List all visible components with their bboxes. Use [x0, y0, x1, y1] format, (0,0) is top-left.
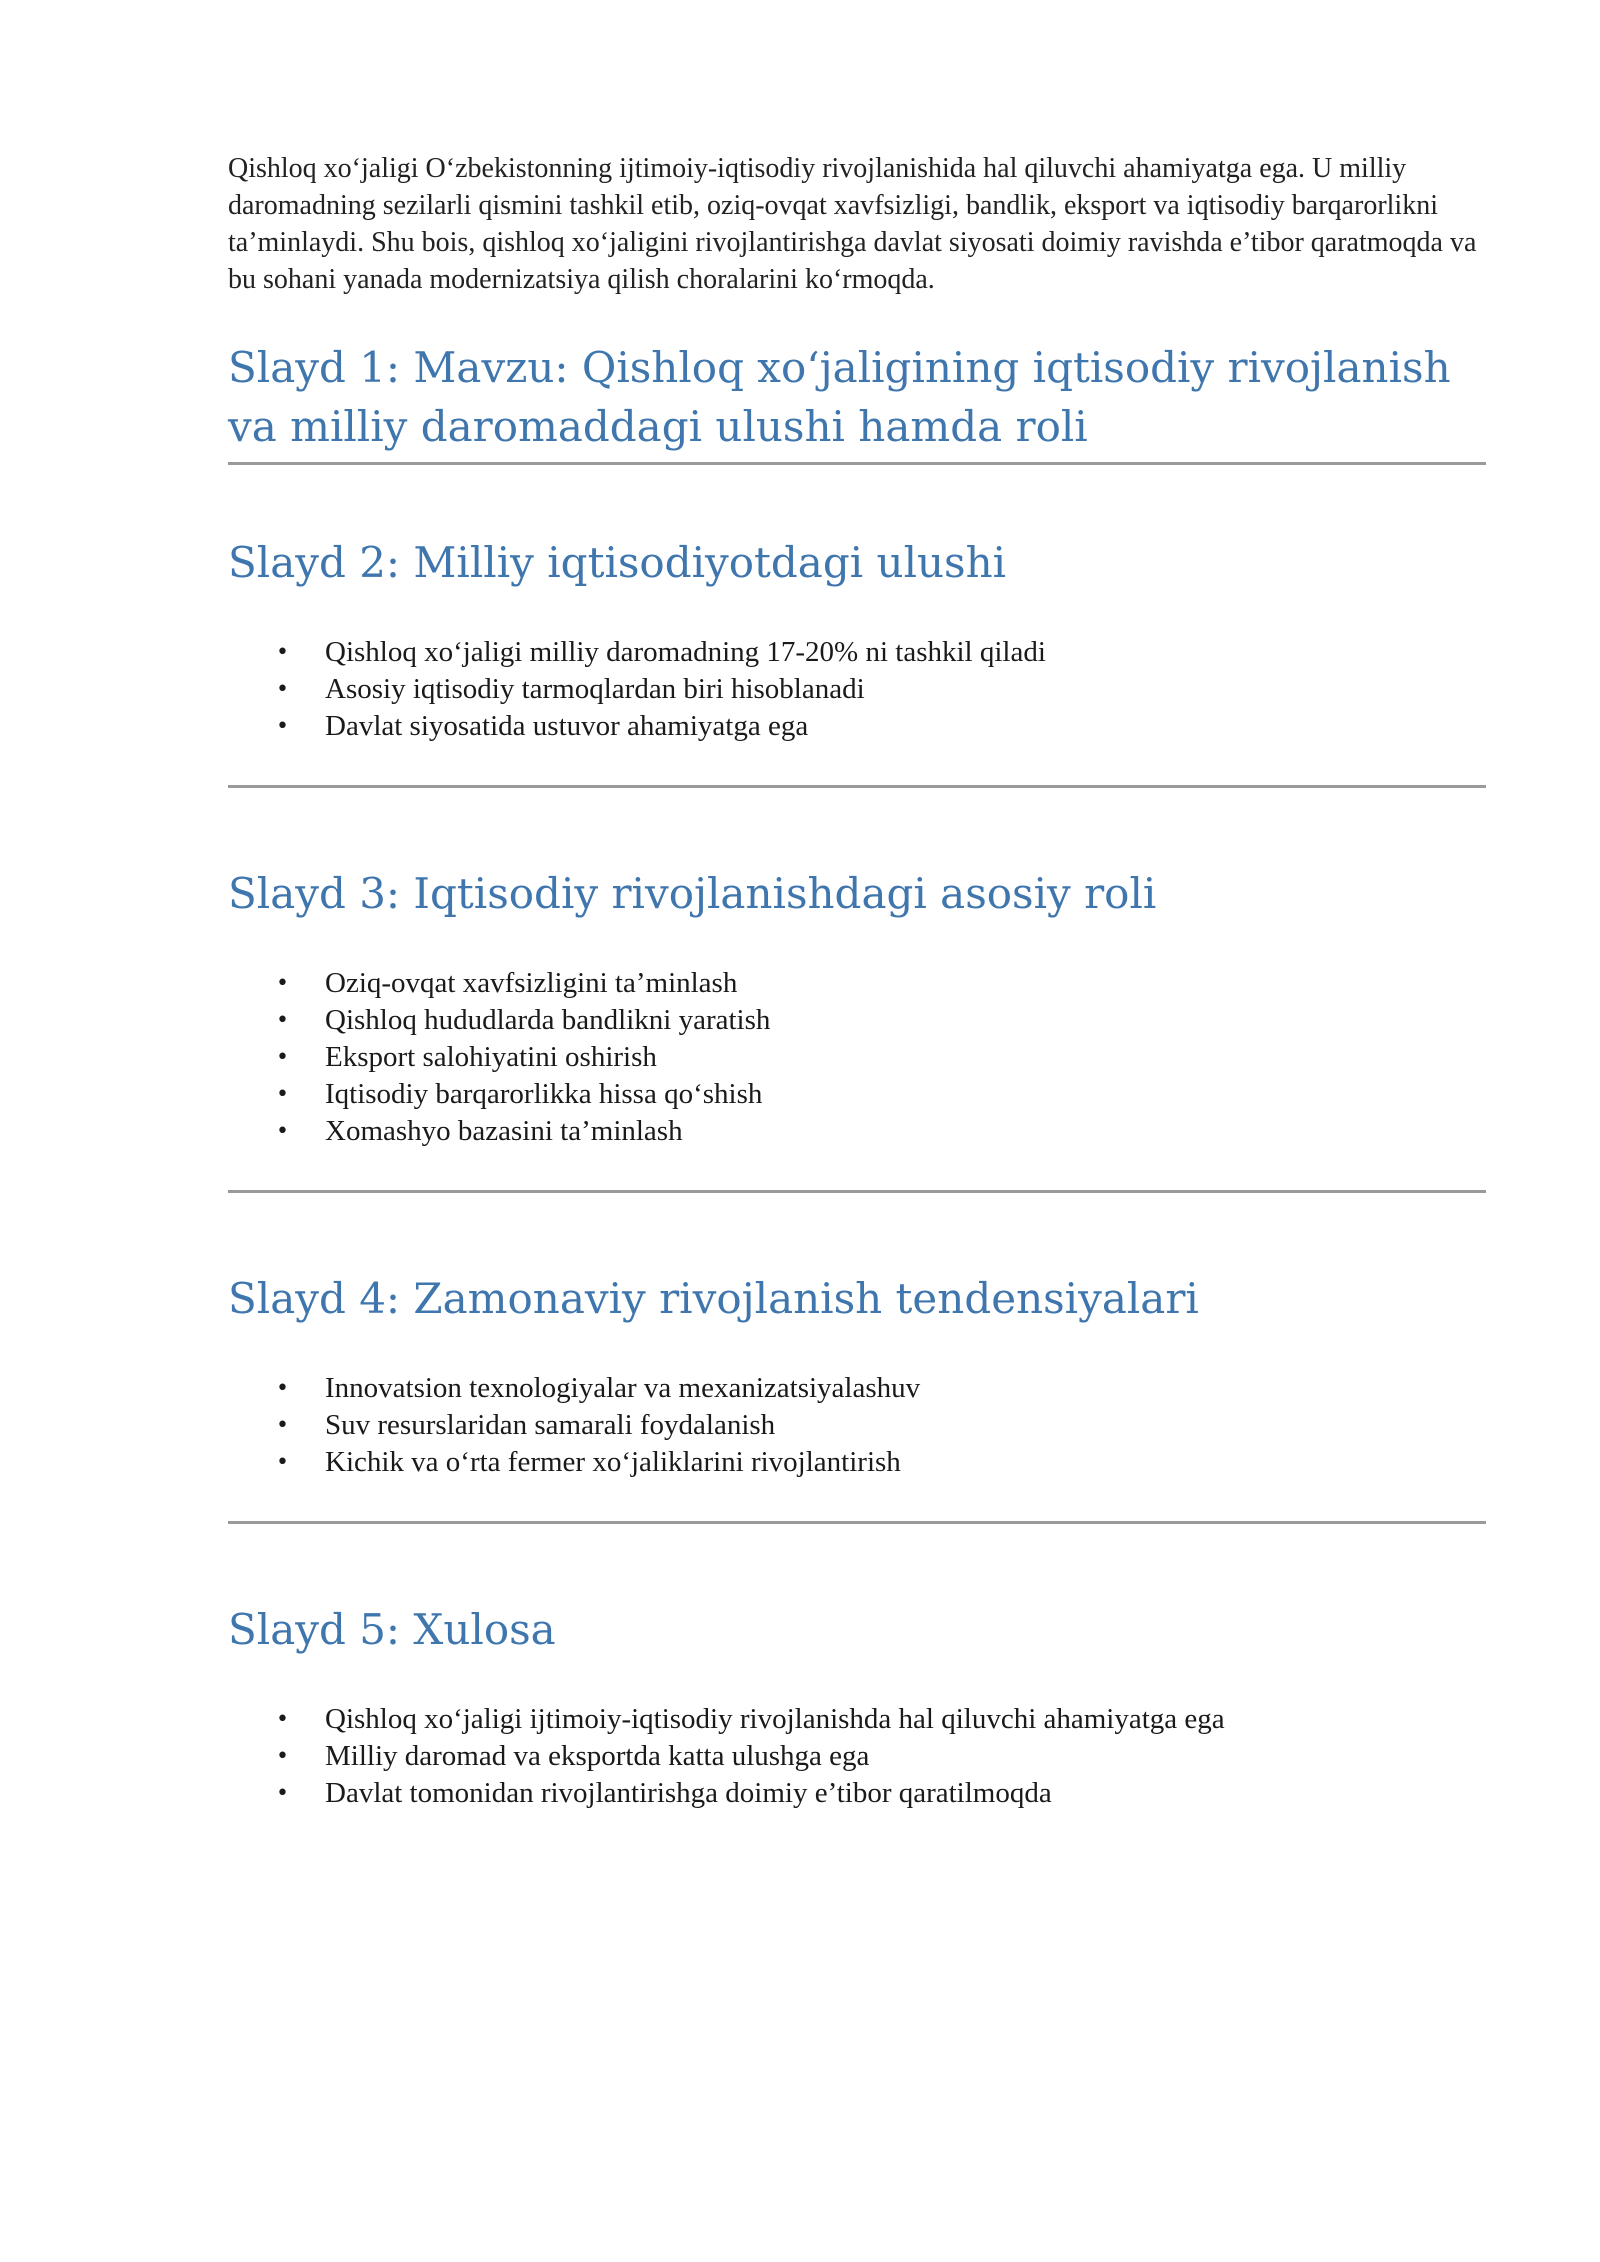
- bullet-icon: •: [276, 1707, 289, 1732]
- list-item: [228, 1076, 1486, 1113]
- slide-1-section: [228, 338, 1486, 465]
- list-item-text: Oziq-ovqat xavfsizligini ta’minlash: [325, 967, 738, 999]
- bullet-icon: •: [276, 1744, 289, 1769]
- list-item: [228, 1039, 1486, 1076]
- slide-2-divider: [228, 785, 1486, 788]
- list-item: [228, 965, 1486, 1002]
- bullet-icon: •: [276, 1082, 289, 1107]
- slide-3-title: Slayd 3: Iqtisodiy rivojlanishdagi asosiy roli: [228, 869, 1157, 918]
- list-item-text: Suv resurslaridan samarali foydalanish: [325, 1409, 776, 1441]
- list-item-text: Milliy daromad va eksportda katta ulushga ega: [325, 1740, 870, 1772]
- slide-5-title: Slayd 5: Xulosa: [228, 1605, 556, 1654]
- slide-4-divider: [228, 1521, 1486, 1524]
- list-item: [228, 1775, 1486, 1812]
- bullet-icon: •: [276, 1119, 289, 1144]
- list-item-text: Qishloq hududlarda bandlikni yaratish: [325, 1004, 771, 1036]
- slide-1-divider: [228, 462, 1486, 465]
- bullet-icon: •: [276, 1376, 289, 1401]
- slide-5-bullet-list: [228, 1701, 1486, 1812]
- list-item-text: Davlat siyosatida ustuvor ahamiyatga ega: [325, 710, 809, 742]
- list-item: [228, 1370, 1486, 1407]
- document-page: [228, 150, 1486, 1812]
- bullet-icon: •: [276, 1781, 289, 1806]
- bullet-icon: •: [276, 971, 289, 996]
- list-item: [228, 634, 1486, 671]
- slide-3-section: [228, 864, 1486, 1193]
- slide-2-bullet-list: [228, 634, 1486, 745]
- bullet-icon: •: [276, 714, 289, 739]
- list-item-text: Davlat tomonidan rivojlantirishga doimiy e’tibor qaratilmoqda: [325, 1777, 1052, 1809]
- list-item-text: Innovatsion texnologiyalar va mexanizatsiyalashuv: [325, 1372, 921, 1404]
- bullet-icon: •: [276, 1413, 289, 1438]
- slide-3-bullet-list: [228, 965, 1486, 1150]
- slide-4-section: [228, 1269, 1486, 1524]
- slide-5-section: [228, 1600, 1486, 1812]
- list-item-text: Xomashyo bazasini ta’minlash: [325, 1115, 683, 1147]
- slide-4-title: Slayd 4: Zamonaviy rivojlanish tendensiyalari: [228, 1274, 1199, 1323]
- list-item-text: Iqtisodiy barqarorlikka hissa qo‘shish: [325, 1078, 763, 1110]
- list-item: [228, 1407, 1486, 1444]
- list-item: [228, 708, 1486, 745]
- slide-4-bullet-list: [228, 1370, 1486, 1481]
- slide-2-section: [228, 533, 1486, 788]
- bullet-icon: •: [276, 640, 289, 665]
- list-item: [228, 1444, 1486, 1481]
- slide-2-title: Slayd 2: Milliy iqtisodiyotdagi ulushi: [228, 538, 1007, 587]
- list-item: [228, 1113, 1486, 1150]
- list-item: [228, 1738, 1486, 1775]
- list-item-text: Qishloq xo‘jaligi ijtimoiy-iqtisodiy rivojlanishda hal qiluvchi ahamiyatga ega: [325, 1703, 1225, 1735]
- list-item: [228, 1002, 1486, 1039]
- bullet-icon: •: [276, 677, 289, 702]
- list-item: [228, 1701, 1486, 1738]
- list-item-text: Asosiy iqtisodiy tarmoqlardan biri hisoblanadi: [325, 673, 865, 705]
- list-item-text: Kichik va o‘rta fermer xo‘jaliklarini rivojlantirish: [325, 1446, 901, 1478]
- list-item-text: Eksport salohiyatini oshirish: [325, 1041, 657, 1073]
- bullet-icon: •: [276, 1450, 289, 1475]
- list-item-text: Qishloq xo‘jaligi milliy daromadning 17-20% ni tashkil qiladi: [325, 636, 1046, 668]
- bullet-icon: •: [276, 1045, 289, 1070]
- slide-3-divider: [228, 1190, 1486, 1193]
- bullet-icon: •: [276, 1008, 289, 1033]
- slide-1-title: Slayd 1: Mavzu: Qishloq xoʻjaligining iqtisodiy rivojlanish va milliy daromaddagi ulushi hamda roli: [228, 343, 1451, 451]
- intro-paragraph: Qishloq xo‘jaligi O‘zbekistonning ijtimoiy-iqtisodiy rivojlanishida hal qiluvchi ahamiyatga ega. U milliy daromadning sezilarli qismini tashkil etib, oziq-ovqat xavfsizligi, bandlik, eksport va iqtisodiy barqarorlikni ta’minlaydi. Shu bois, qishloq xo‘jaligini rivojlantirishga davlat siyosati doimiy ravishda e’tibor qaratmoqda va bu sohani yanada modernizatsiya qilish choralarini ko‘rmoqda.: [228, 153, 1477, 295]
- list-item: [228, 671, 1486, 708]
